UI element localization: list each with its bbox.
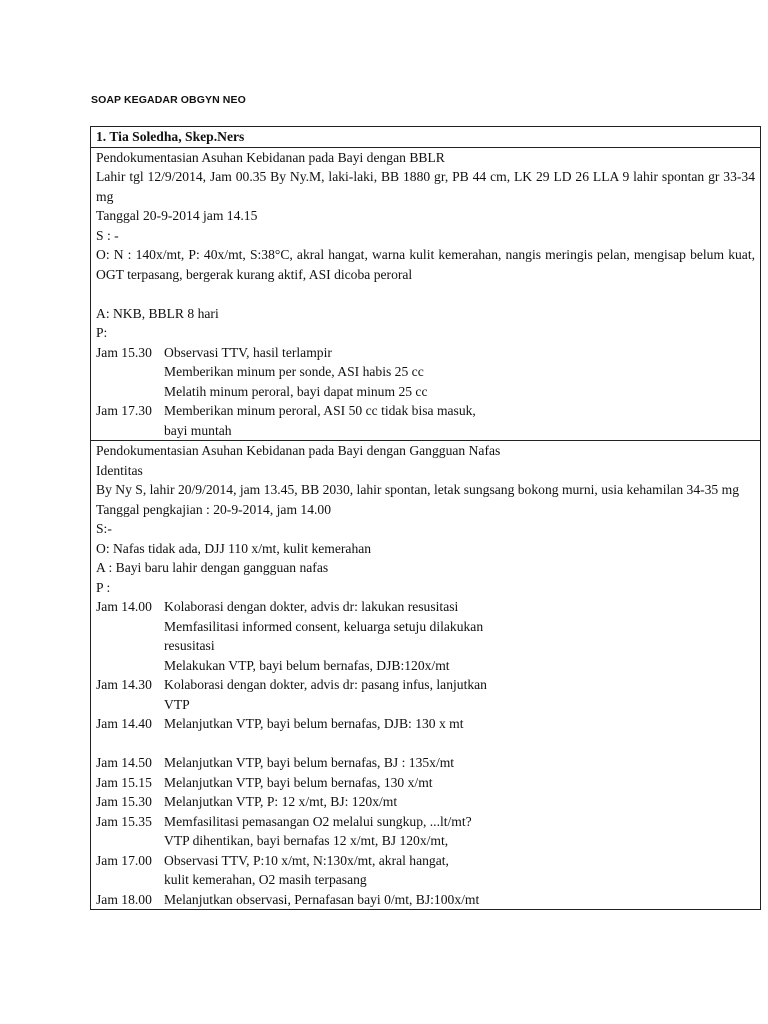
log-actions: [164, 851, 755, 890]
log-entry: [96, 851, 755, 890]
log-action-line: Observasi TTV, hasil terlampir: [164, 344, 332, 360]
case1-plan: P:: [96, 325, 108, 340]
case2-cell: [91, 441, 761, 910]
log-entry: [96, 792, 755, 812]
log-entry: [96, 343, 755, 402]
log-time: Jam 17.00: [96, 852, 152, 868]
log-time: Jam 15.35: [96, 813, 152, 829]
case1-assessment: A: NKB, BBLR 8 hari: [96, 305, 219, 321]
log-action-line: resusitasi: [164, 638, 215, 653]
log-action-line: Melanjutkan VTP, bayi belum bernafas, 130 x/mt: [164, 774, 433, 790]
case2-objective: O: Nafas tidak ada, DJJ 110 x/mt, kulit kemerahan: [96, 540, 372, 556]
log-time: Jam 17.30: [96, 403, 152, 418]
log-entry: [96, 714, 755, 734]
log-action-line: Melanjutkan VTP, bayi belum bernafas, DJB: 130 x mt: [164, 716, 464, 731]
log-action-line: Melanjutkan observasi, Pernafasan bayi 0/mt, BJ:100x/mt: [164, 891, 480, 907]
log-time: Jam 15.30: [96, 344, 152, 360]
log-action-line: Kolaborasi dengan dokter, advis dr: pasang infus, lanjutkan: [164, 677, 487, 692]
author-cell: 1. Tia Soledha, Skep.Ners: [91, 127, 761, 148]
log-action-line: Memberikan minum per sonde, ASI habis 25 cc: [164, 364, 424, 379]
case2-plan: P :: [96, 579, 111, 595]
log-time: Jam 18.00: [96, 891, 152, 907]
log-action-line: Memfasilitasi pemasangan O2 melalui sungkup, ...lt/mt?: [164, 813, 472, 829]
log-entry: [96, 812, 755, 851]
log-time: Jam 14.30: [96, 677, 152, 692]
log-action-line: Memfasilitasi informed consent, keluarga setuju dilakukan: [164, 618, 484, 634]
header-row: [91, 127, 761, 148]
case2-subjective: S:-: [96, 521, 112, 536]
log-action-line: VTP: [164, 696, 190, 712]
log-action-line: Kolaborasi dengan dokter, advis dr: lakukan resusitasi: [164, 599, 459, 614]
case1-date: Tanggal 20-9-2014 jam 14.15: [96, 208, 258, 223]
log-actions: [164, 714, 755, 734]
log-actions: [164, 343, 755, 402]
log-actions: [164, 792, 755, 812]
case1-heading: Pendokumentasian Asuhan Kebidanan pada Bayi dengan BBLR: [96, 149, 445, 165]
log-action-line: Melanjutkan VTP, P: 12 x/mt, BJ: 120x/mt: [164, 794, 398, 809]
log-action-line: VTP dihentikan, bayi bernafas 12 x/mt, BJ 120x/mt,: [164, 833, 449, 848]
case2-log-b: [96, 753, 755, 909]
soap-table: [90, 126, 761, 910]
log-action-line: kulit kemerahan, O2 masih terpasang: [164, 872, 367, 887]
log-actions: [164, 675, 755, 714]
case1-log: [96, 343, 755, 441]
log-entry: [96, 890, 755, 910]
spacer: [96, 734, 755, 754]
log-action-line: Melatih minum peroral, bayi dapat minum 25 cc: [164, 383, 428, 399]
log-action-line: Melanjutkan VTP, bayi belum bernafas, BJ : 135x/mt: [164, 755, 455, 770]
document-title: SOAP KEGADAR OBGYN NEO: [91, 94, 246, 106]
log-actions: [164, 401, 755, 440]
log-action-line: Observasi TTV, P:10 x/mt, N:130x/mt, akral hangat,: [164, 852, 449, 868]
log-time: Jam 14.00: [96, 599, 152, 614]
log-entry: [96, 401, 755, 440]
case1-cell: [91, 147, 761, 441]
case2-date: Tanggal pengkajian : 20-9-2014, jam 14.00: [96, 501, 331, 517]
log-action-line: Memberikan minum peroral, ASI 50 cc tidak bisa masuk,: [164, 403, 476, 418]
case2-identity-label: Identitas: [96, 462, 143, 478]
log-actions: [164, 773, 755, 793]
log-time: Jam 15.15: [96, 774, 152, 790]
log-entry: [96, 675, 755, 714]
log-actions: [164, 597, 755, 675]
log-entry: [96, 773, 755, 793]
case1-objective: O: N : 140x/mt, P: 40x/mt, S:38°C, akral hangat, warna kulit kemerahan, nangis meringis pelan, mengisap belum kuat, OGT terpasang, bergerak kurang aktif, ASI dicoba peroral: [96, 247, 755, 282]
case1-birth: Lahir tgl 12/9/2014, Jam 00.35 By Ny.M, laki-laki, BB 1880 gr, PB 44 cm, LK 29 LD 26 LLA 9 lahir spontan gr 33-34 mg: [96, 169, 755, 204]
log-actions: [164, 753, 755, 773]
case2-row: [91, 441, 761, 910]
case2-identity: By Ny S, lahir 20/9/2014, jam 13.45, BB 2030, lahir spontan, letak sungsang bokong murni, usia kehamilan 34-35 mg: [96, 482, 740, 497]
log-actions: [164, 812, 755, 851]
case1-row: [91, 147, 761, 441]
log-time: Jam 14.40: [96, 716, 152, 731]
case2-heading: Pendokumentasian Asuhan Kebidanan pada Bayi dengan Gangguan Nafas: [96, 443, 501, 458]
case1-subjective: S : -: [96, 227, 119, 243]
log-entry: [96, 753, 755, 773]
log-action-line: bayi muntah: [164, 422, 232, 438]
log-time: Jam 15.30: [96, 794, 152, 809]
case2-log-a: [96, 597, 755, 734]
log-entry: [96, 597, 755, 675]
case2-assessment: A : Bayi baru lahir dengan gangguan nafas: [96, 560, 329, 575]
log-actions: [164, 890, 755, 910]
log-action-line: Melakukan VTP, bayi belum bernafas, DJB:120x/mt: [164, 657, 450, 673]
log-time: Jam 14.50: [96, 755, 152, 770]
spacer: [96, 284, 755, 304]
